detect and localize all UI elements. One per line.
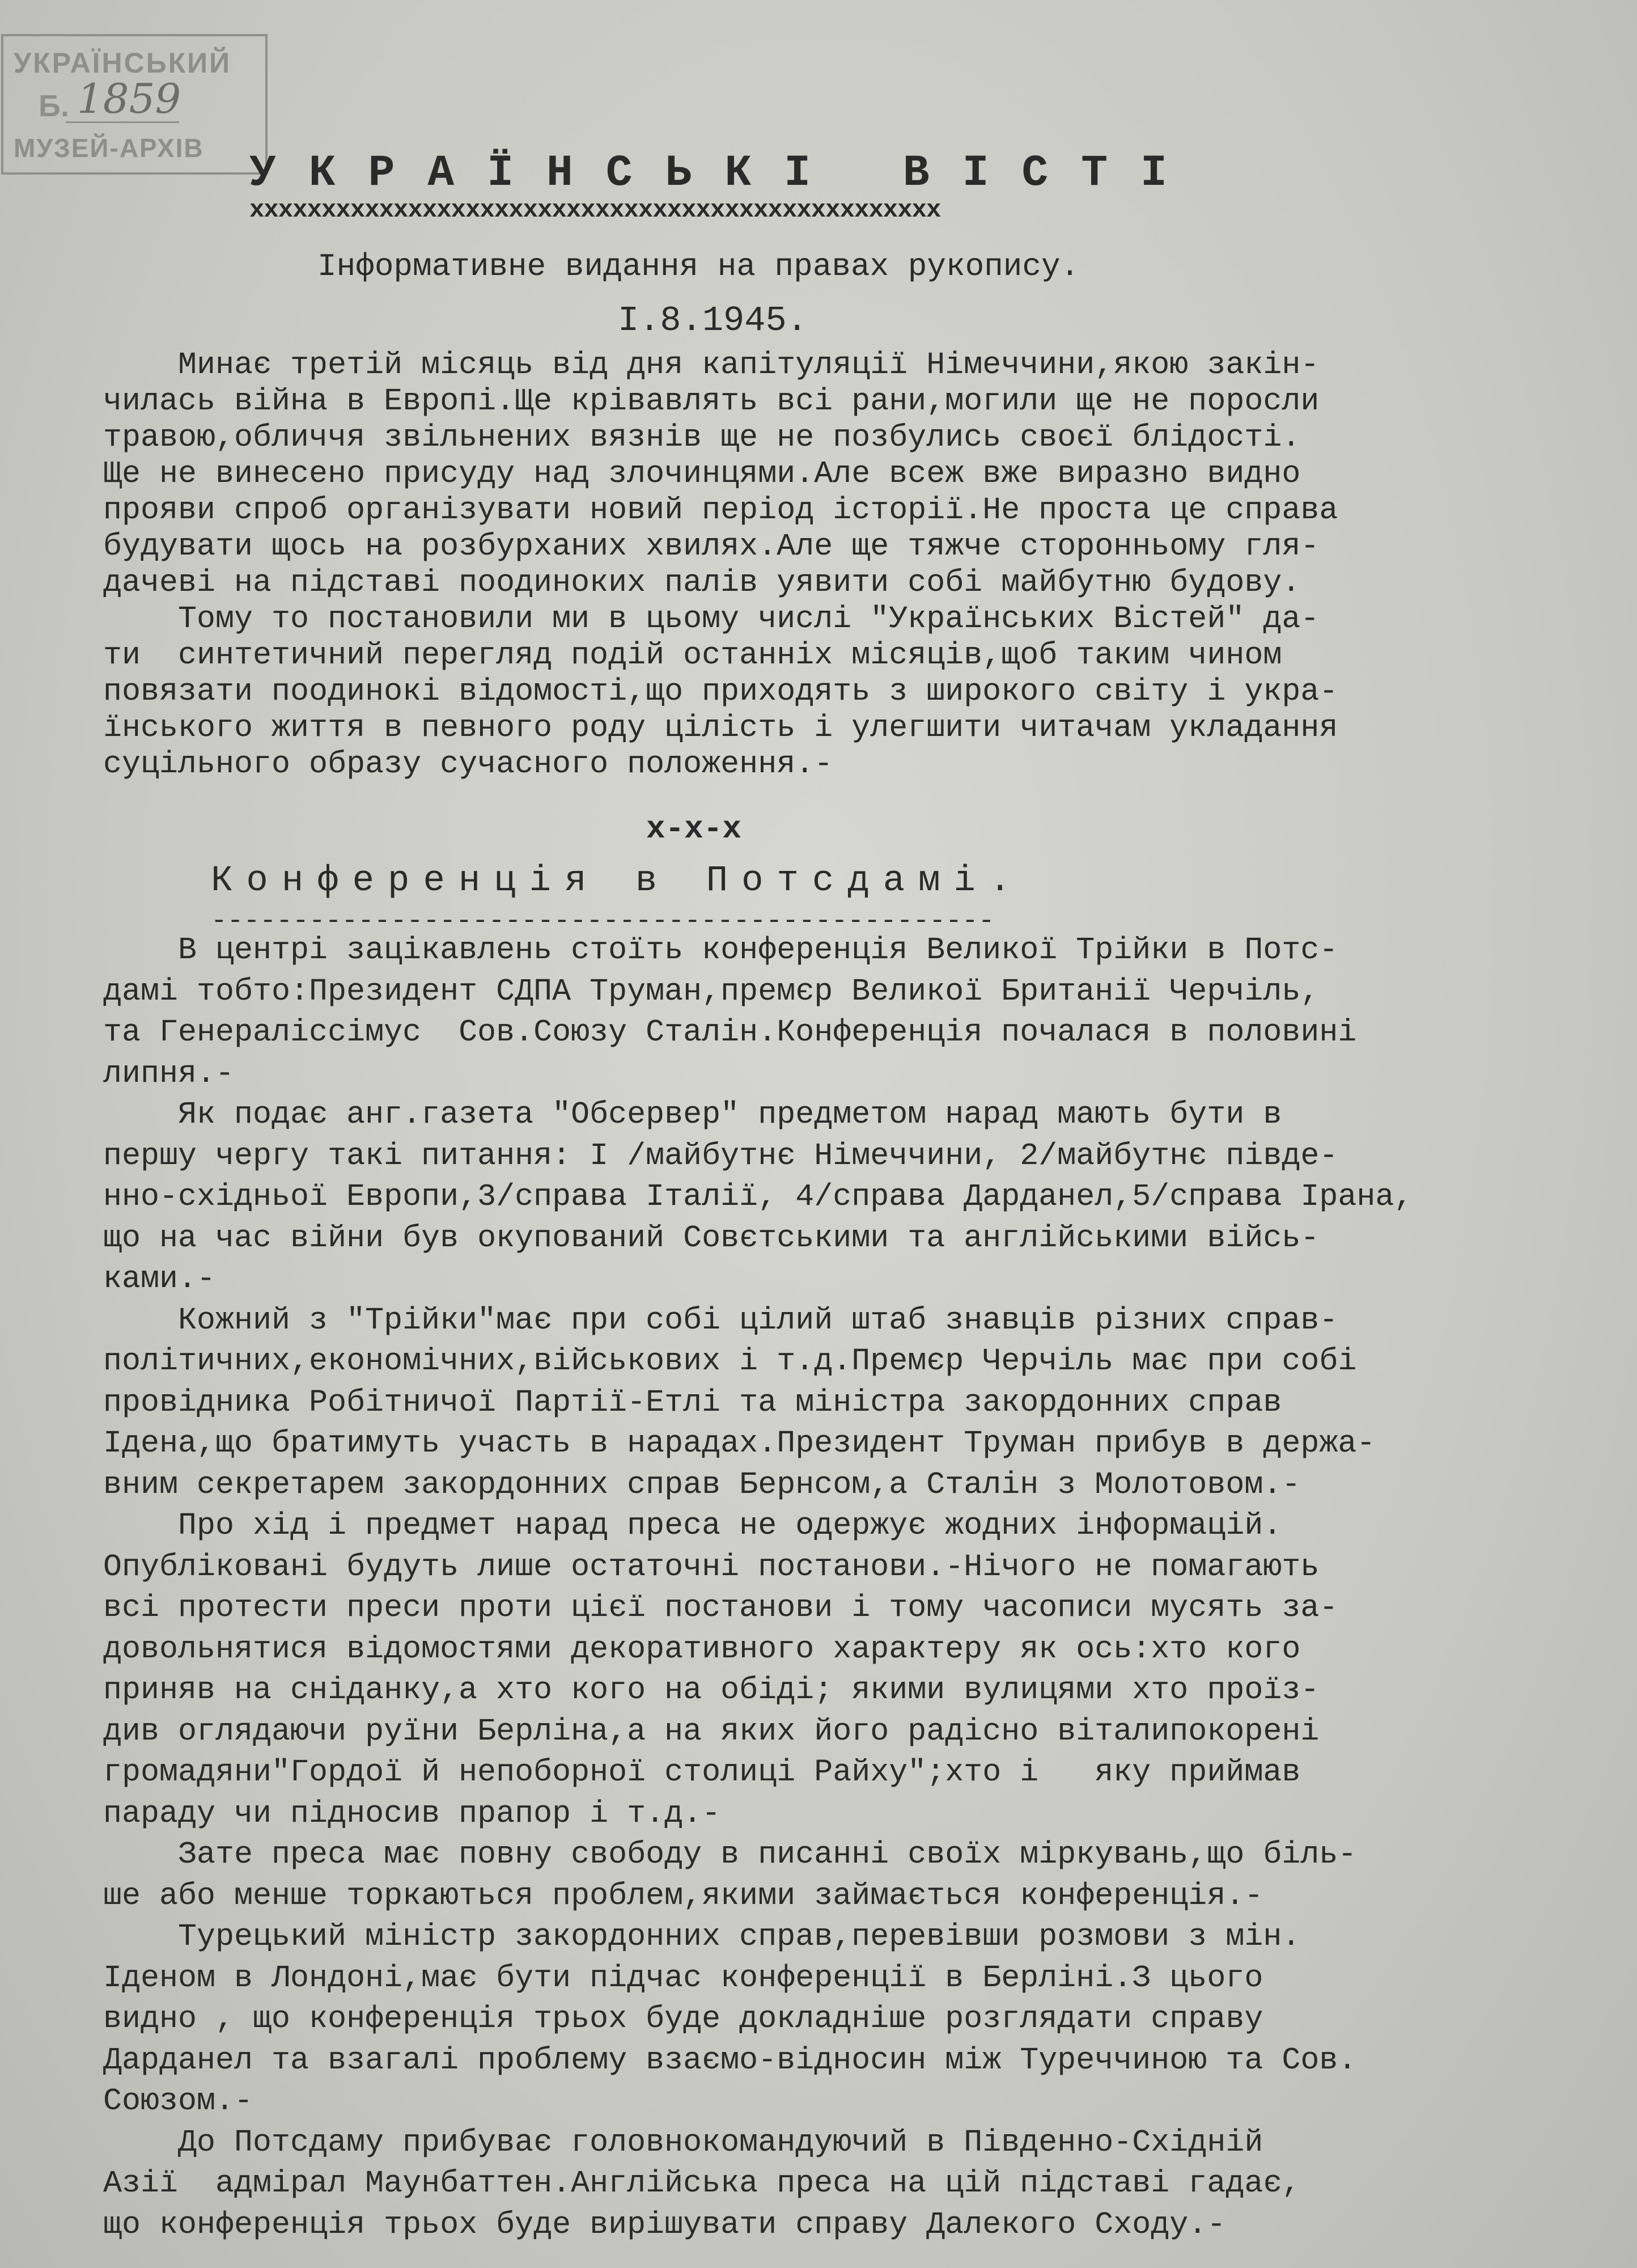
text-line: політичних,економічних,військових і т.д.Премєр Черчіль має при собі	[103, 1343, 1357, 1379]
text-line: В центрі зацікавлень стоїть конференція Великої Трійки в Потс-	[103, 932, 1338, 968]
text-line: повязати поодинокі відомості,що приходять з широкого світу і укра-	[103, 674, 1338, 709]
section-body	[103, 932, 1600, 2248]
text-line: Тому то постановили ми в цьому числі "Українських Вістей" да-	[103, 601, 1320, 637]
text-line: травою,обличчя звільнених вязнів ще не позбулись своєї блідості.	[103, 420, 1301, 455]
text-line: видно , що конференція трьох буде докладніше розглядати справу	[103, 2001, 1263, 2037]
text-line: параду чи підносив прапор і т.д.-	[103, 1795, 721, 1831]
text-line: Кожний з "Трійки"має при собі цілий штаб знавців різних справ-	[103, 1302, 1338, 1338]
text-line: прояви спроб організувати новий період історії.Не проста це справа	[103, 492, 1338, 528]
section-heading-underline: ------------------------------------------------	[211, 906, 995, 937]
text-line: суцільного образу сучасного положення.-	[103, 746, 833, 782]
text-line: Ще не винесено присуду над злочинцями.Але всеж вже виразно видно	[103, 456, 1301, 492]
text-line: що конференція трьох буде вирішувати справу Далекого Сходу.-	[103, 2206, 1226, 2242]
text-line: ти синтетичний перегляд подій останніх місяців,щоб таким чином	[103, 637, 1282, 673]
page-title: УКРАЇНСЬКІ ВІСТІ	[249, 149, 1200, 198]
text-line: провідника Робітничої Партії-Етлі та міністра закордонних справ	[103, 1384, 1282, 1420]
section-divider: x-x-x	[646, 811, 742, 847]
text-line: Про хід і предмет нарад преса не одержує жодних інформацій.	[103, 1508, 1282, 1543]
text-line: липня.-	[103, 1055, 235, 1091]
text-line: ками.-	[103, 1261, 216, 1297]
text-line: нно-східньої Европи,3/справа Італії, 4/справа Дарданел,5/справа Ірана,	[103, 1179, 1413, 1215]
text-line: приняв на сніданку,а хто кого на обіді; якими вулицями хто проїз-	[103, 1672, 1320, 1708]
section-heading: Конференція в Потсдамі.	[211, 861, 1025, 902]
stamp-line-1: УКРАЇНСЬКИЙ	[14, 47, 232, 79]
text-line: будувати щось на розбурханих хвилях.Але ще тяжче сторонньому гля-	[103, 528, 1320, 564]
text-line: та Генераліссімус Сов.Союзу Сталін.Конференція почалася в половині	[103, 1014, 1357, 1050]
text-line: Минає третій місяць від дня капітуляції Німеччини,якою закін-	[103, 347, 1320, 383]
text-line: що на час війни був окупований Совєтськими та англійськими війсь-	[103, 1220, 1320, 1256]
text-line: Як подає анг.газета "Обсервер" предметом нарад мають бути в	[103, 1097, 1282, 1132]
issue-date: І.8.1945.	[618, 301, 808, 341]
text-line: Турецький міністр закордонних справ,перевівши розмови з мін.	[103, 1919, 1301, 1954]
intro-paragraphs	[103, 347, 1600, 782]
stamp-underline	[66, 121, 179, 123]
text-line: довольнятися відомостями декоративного характеру як ось:хто кого	[103, 1631, 1301, 1667]
text-line: Іденом в Лондоні,має бути підчас конференції в Берліні.З цього	[103, 1960, 1263, 1996]
text-line: Ідена,що братимуть участь в нарадах.Президент Труман прибув в держа-	[103, 1425, 1376, 1461]
text-line: Дарданел та взагалі проблему взаємо-відносин між Туреччиною та Сов.	[103, 2042, 1357, 2078]
text-line: дачеві на підставі поодиноких палів уявити собі майбутню будову.	[103, 565, 1301, 600]
text-line: дамі тобто:Президент СДПА Труман,премєр Великої Британії Черчіль,	[103, 973, 1320, 1009]
stamp-number: 1859	[77, 75, 181, 122]
text-line: Союзом.-	[103, 2083, 253, 2119]
title-underline: xxxxxxxxxxxxxxxxxxxxxxxxxxxxxxxxxxxxxxxxxxxxxxxx	[249, 196, 941, 225]
text-line: див оглядаючи руїни Берліна,а на яких його радісно віталипокорені	[103, 1713, 1320, 1749]
stamp-line-3: МУЗЕЙ-АРХІВ	[14, 133, 204, 163]
stamp-line-2: Б.	[39, 89, 69, 123]
text-line: чилась війна в Европі.Ще крівавлять всі рани,могили ще не поросли	[103, 383, 1320, 419]
archive-stamp	[1, 34, 268, 175]
page-subtitle: Інформативне видання на правах рукопису.	[317, 248, 1080, 285]
text-line: громадяни"Гордої й непоборної столиці Райху";хто і яку приймав	[103, 1754, 1301, 1790]
text-line: першу чергу такі питання: І /майбутнє Німеччини, 2/майбутнє півде-	[103, 1137, 1338, 1174]
text-line: всі протести преси проти цієї постанови і тому часописи мусять за-	[103, 1590, 1338, 1626]
text-line: вним секретарем закордонних справ Бернсом,а Сталін з Молотовом.-	[103, 1466, 1301, 1503]
text-line: Зате преса має повну свободу в писанні своїх міркувань,що біль-	[103, 1837, 1357, 1872]
text-line: ше або менше торкаються проблем,якими займається конференція.-	[103, 1877, 1263, 1914]
text-line: Азії адмірал Маунбаттен.Англійська преса на цій підставі гадає,	[103, 2165, 1301, 2201]
text-line: їнського життя в певного роду цілість і улегшити читачам укладання	[103, 710, 1338, 746]
text-line: Опубліковані будуть лише остаточні постанови.-Нічого не помагають	[103, 1548, 1320, 1585]
text-line: До Потсдаму прибуває головнокомандуючий в Південно-Східній	[103, 2124, 1263, 2160]
